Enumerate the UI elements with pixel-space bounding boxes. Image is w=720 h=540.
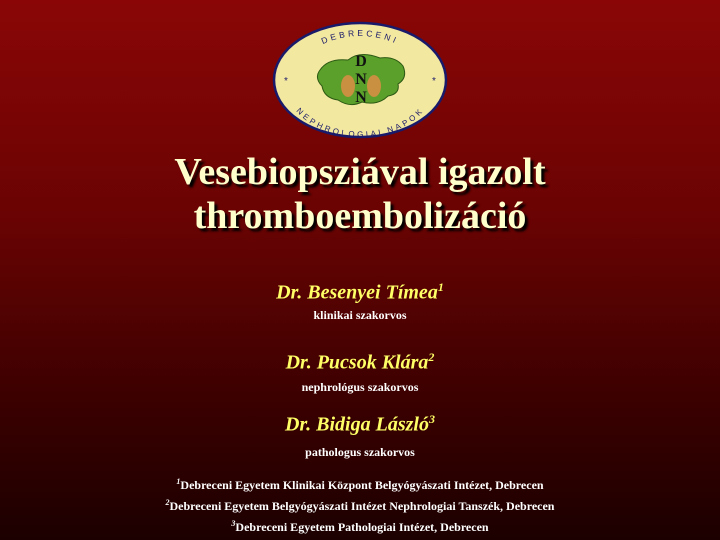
affiliation-2-sup: 2 <box>165 498 170 507</box>
conference-logo <box>270 20 450 140</box>
author-2-name: Dr. Pucsok Klára <box>285 351 429 374</box>
kidney-left-icon <box>341 75 355 97</box>
author-2 <box>0 350 720 375</box>
affiliation-2-text: Debreceni Egyetem Belgyógyászati Intézet Nephrologiai Tanszék, Debrecen <box>169 499 555 513</box>
logo-letter-d: D <box>355 53 367 70</box>
author-3-sup: 3 <box>428 412 435 426</box>
title-line-2: thromboembolizáció <box>193 195 527 237</box>
affiliation-2 <box>0 494 720 515</box>
author-1-name: Dr. Besenyei Tímea <box>276 281 438 304</box>
affiliation-1-text: Debreceni Egyetem Klinikai Központ Belgyógyászati Intézet, Debrecen <box>180 478 544 492</box>
affiliation-3 <box>0 515 720 536</box>
author-1-role: klinikai szakorvos <box>313 308 407 322</box>
logo-letter-n1: N <box>355 71 367 88</box>
affiliations <box>0 473 720 536</box>
author-2-role: nephrológus szakorvos <box>301 380 419 394</box>
author-1 <box>0 280 720 305</box>
author-3-role: pathologus szakorvos <box>305 445 415 459</box>
logo-star-left: * <box>284 76 288 87</box>
author-3-name: Dr. Bidiga László <box>285 413 429 436</box>
affiliation-3-sup: 3 <box>231 519 236 528</box>
logo-top-text: DEBRECENI <box>319 27 401 47</box>
author-3 <box>0 412 720 437</box>
slide-title <box>0 150 720 238</box>
affiliation-3-text: Debreceni Egyetem Pathologiai Intézet, Debrecen <box>235 520 489 534</box>
affiliation-1-sup: 1 <box>176 477 181 486</box>
logo-star-right: * <box>432 76 436 87</box>
logo-bottom-text: NEPHROLOGIAI NAPOK <box>294 106 426 140</box>
author-2-sup: 2 <box>428 350 435 364</box>
logo-letter-n2: N <box>355 89 367 106</box>
affiliation-1 <box>0 473 720 494</box>
kidney-right-icon <box>367 75 381 97</box>
title-line-1: Vesebiopsziával igazolt <box>174 151 546 193</box>
author-1-sup: 1 <box>437 280 444 294</box>
